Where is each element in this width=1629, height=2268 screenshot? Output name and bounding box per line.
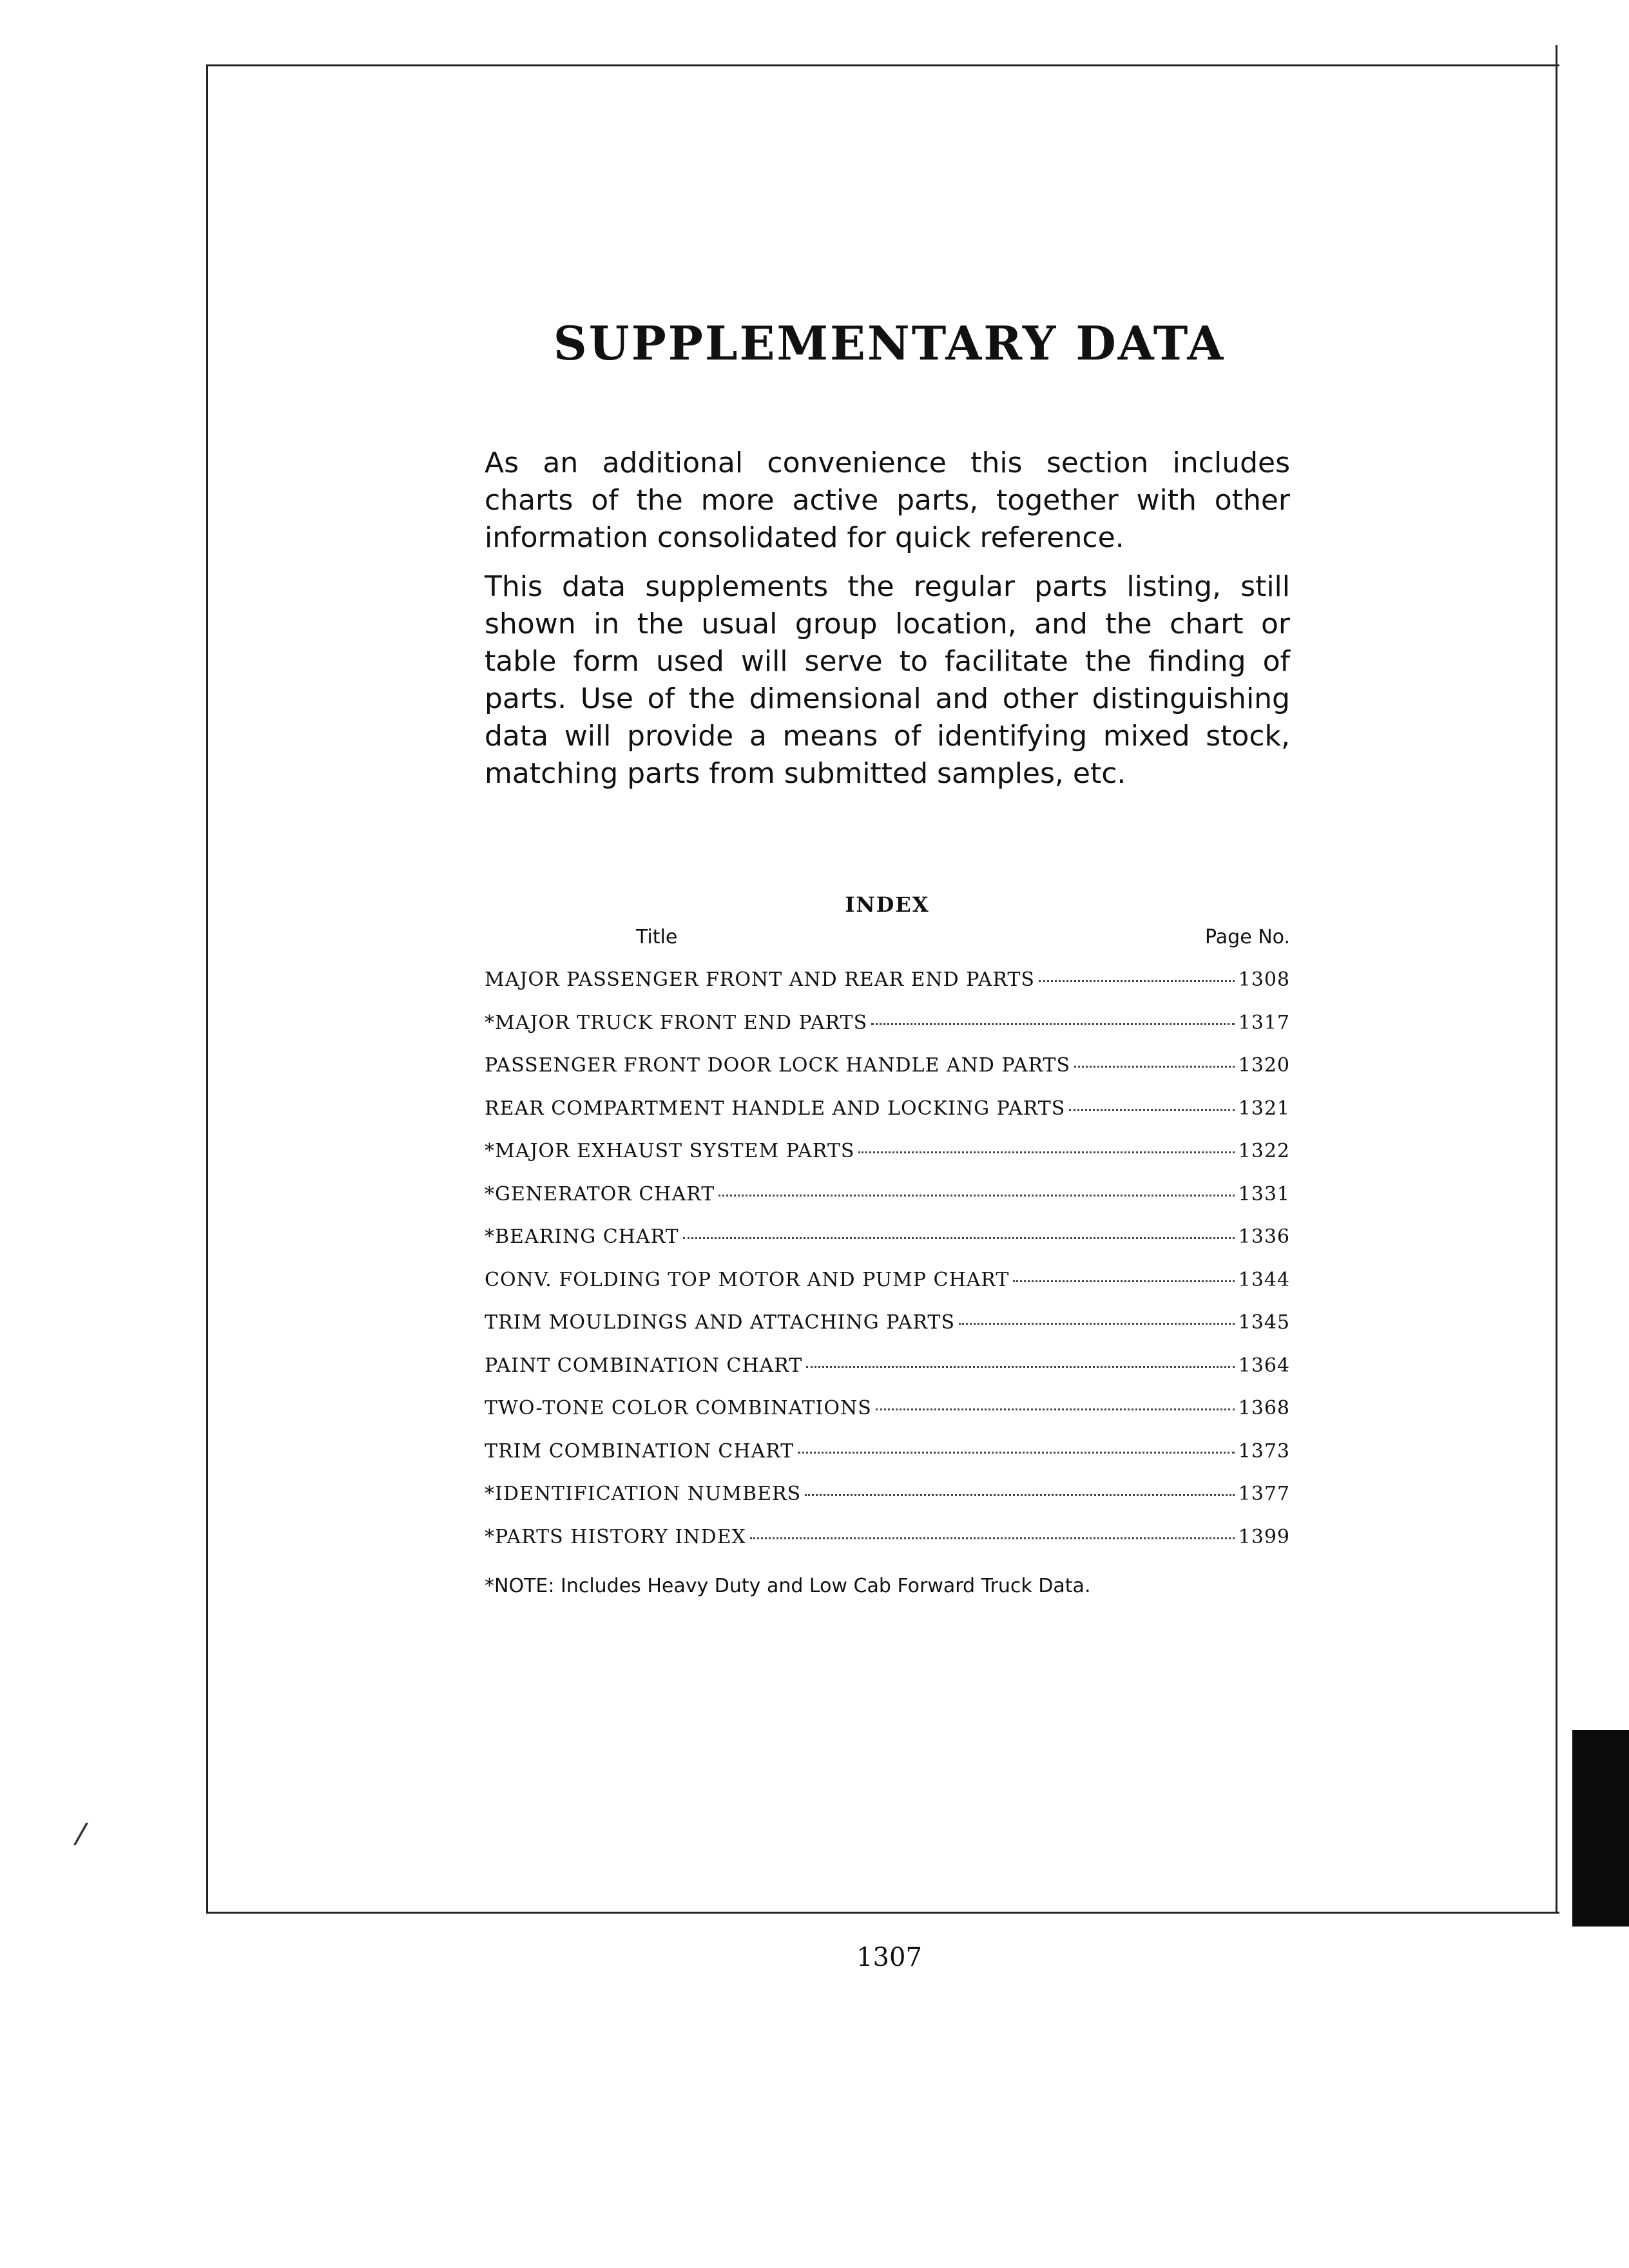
entry-page: 1321 [1238, 1097, 1290, 1120]
dot-leader [1074, 1066, 1235, 1068]
dot-leader [1039, 980, 1235, 982]
dot-leader [805, 1494, 1235, 1496]
dot-leader [806, 1366, 1234, 1368]
index-entry [485, 1269, 1290, 1312]
entry-title: TWO-TONE COLOR COMBINATIONS [485, 1397, 872, 1419]
entry-title: *MAJOR EXHAUST SYSTEM PARTS [485, 1140, 855, 1162]
entry-page: 1344 [1238, 1268, 1290, 1291]
entry-page: 1377 [1238, 1483, 1290, 1505]
dot-leader [750, 1537, 1235, 1539]
page-title: SUPPLEMENTARY DATA [553, 316, 1226, 370]
index-entry [485, 1183, 1290, 1226]
entry-title: PAINT COMBINATION CHART [485, 1354, 803, 1377]
entry-title: *GENERATOR CHART [485, 1182, 715, 1206]
page-number: 1307 [856, 1943, 922, 1972]
entry-title: PASSENGER FRONT DOOR LOCK HANDLE AND PARTS [485, 1054, 1071, 1077]
index-entry [485, 1225, 1290, 1269]
dot-leader [1013, 1280, 1234, 1282]
index-entry [485, 1526, 1290, 1569]
entry-page: 1308 [1238, 968, 1290, 991]
entry-title: REAR COMPARTMENT HANDLE AND LOCKING PARTS [485, 1097, 1066, 1120]
entry-page: 1320 [1238, 1054, 1290, 1077]
index-entry [485, 1354, 1290, 1398]
index-entry [485, 1397, 1290, 1440]
column-header-title: Title [636, 926, 678, 948]
entry-page: 1336 [1238, 1225, 1290, 1248]
dot-leader [871, 1023, 1234, 1025]
index-entry [485, 1140, 1290, 1183]
entry-title: MAJOR PASSENGER FRONT AND REAR END PARTS [485, 968, 1035, 991]
entry-page: 1368 [1238, 1397, 1290, 1419]
intro-text [485, 445, 1290, 804]
index-entry [485, 1054, 1290, 1097]
entry-page: 1399 [1238, 1525, 1290, 1548]
index-entry [485, 1097, 1290, 1140]
entry-page: 1373 [1238, 1439, 1290, 1463]
index-section [485, 892, 1290, 1597]
index-entries [485, 968, 1290, 1568]
index-entry [485, 1440, 1290, 1483]
entry-title: TRIM MOULDINGS AND ATTACHING PARTS [485, 1311, 955, 1334]
dot-leader [876, 1408, 1235, 1410]
index-entry [485, 1311, 1290, 1354]
index-note: *NOTE: Includes Heavy Duty and Low Cab Forward Truck Data. [485, 1575, 1091, 1597]
thumb-index-tab [1572, 1730, 1629, 1927]
index-entry [485, 1483, 1290, 1526]
entry-page: 1345 [1238, 1311, 1290, 1334]
dot-leader [798, 1452, 1234, 1454]
entry-title: *MAJOR TRUCK FRONT END PARTS [485, 1011, 868, 1034]
index-entry [485, 968, 1290, 1012]
entry-title: *BEARING CHART [485, 1225, 679, 1248]
dot-leader [959, 1323, 1235, 1325]
entry-title: *IDENTIFICATION NUMBERS [485, 1483, 802, 1505]
stray-pen-mark: / [72, 1814, 90, 1852]
column-header-page: Page No. [1205, 926, 1290, 948]
entry-page: 1364 [1238, 1354, 1290, 1377]
dot-leader [858, 1151, 1234, 1153]
dot-leader [683, 1237, 1235, 1239]
intro-paragraph-1: As an additional convenience this section includes charts of the more active parts, together with other information consolidated for quick reference. [485, 447, 1290, 554]
entry-page: 1322 [1238, 1140, 1290, 1162]
index-column-headers [485, 926, 1290, 957]
intro-paragraph-2: This data supplements the regular parts listing, still shown in the usual group location, and the chart or table form used will serve to facilitate the finding of parts. Use of the dimensional and other distinguishing data will provide a means of identifying mixed stock, matching parts from submitted samples, etc. [485, 570, 1290, 790]
entry-title: *PARTS HISTORY INDEX [485, 1525, 746, 1548]
entry-page: 1317 [1238, 1011, 1290, 1034]
dot-leader [1069, 1109, 1234, 1111]
index-entry [485, 1012, 1290, 1055]
dot-leader [718, 1195, 1234, 1196]
index-heading: INDEX [845, 892, 930, 917]
entry-title: CONV. FOLDING TOP MOTOR AND PUMP CHART [485, 1268, 1010, 1291]
entry-title: TRIM COMBINATION CHART [485, 1439, 795, 1463]
entry-page: 1331 [1238, 1182, 1290, 1206]
